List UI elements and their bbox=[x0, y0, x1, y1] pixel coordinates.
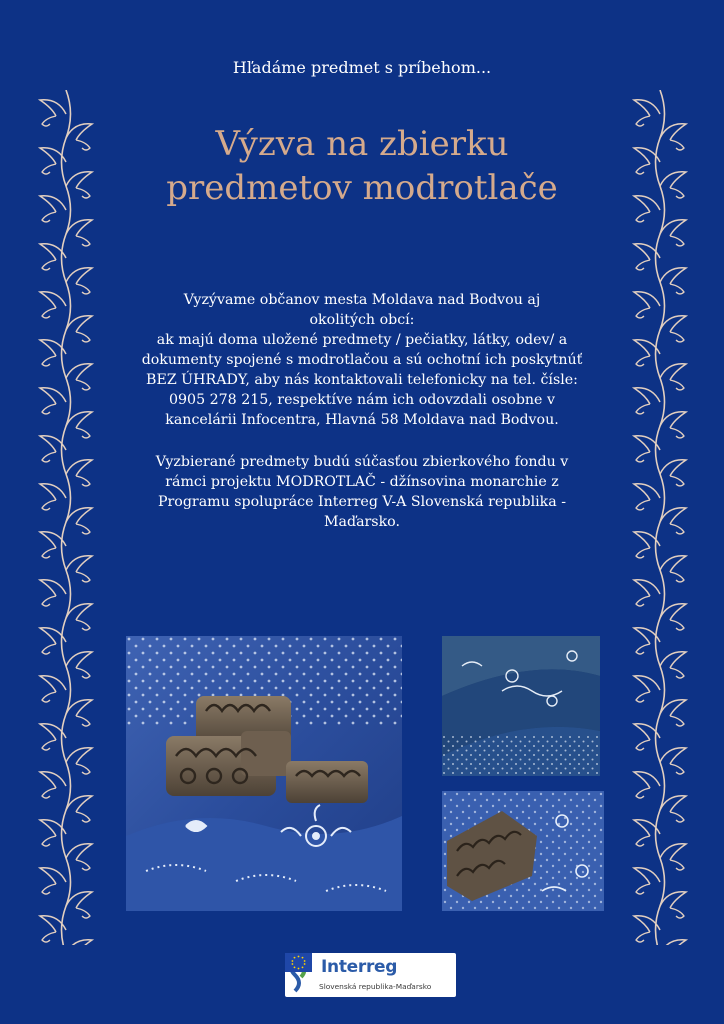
vine-leaf bbox=[66, 748, 92, 774]
vine-leaf bbox=[40, 388, 66, 414]
paragraph-1-line-6: 0905 278 215, respektíve nám ich odovzdali osobne v bbox=[169, 392, 555, 408]
paragraph-2-line-3: Programu spolupráce Interreg V-A Slovenská republika - bbox=[157, 494, 567, 510]
logo-subtitle: Slovenská republika-Maďarsko bbox=[319, 982, 432, 991]
vine-leaf bbox=[660, 748, 686, 774]
title-line-2: predmetov modrotlače bbox=[166, 168, 558, 208]
vine-leaf bbox=[660, 316, 686, 342]
vine-leaf bbox=[40, 676, 66, 702]
paragraph-1-line-7: kancelárii Infocentra, Hlavná 58 Moldava nad Bodvou. bbox=[165, 412, 559, 428]
vine-leaf bbox=[634, 196, 660, 222]
vine-leaf bbox=[66, 796, 92, 822]
paragraph-1-line-2: okolitých obcí: bbox=[309, 312, 415, 328]
paragraph-1-line-3: ak majú doma uložené predmety / pečiatky, látky, odev/ a bbox=[156, 332, 568, 348]
vine-leaf bbox=[634, 388, 660, 414]
vine-leaf bbox=[660, 124, 686, 150]
vine-leaf bbox=[634, 100, 660, 126]
tagline: Hľadáme predmet s príbehom... bbox=[232, 58, 492, 77]
page-title bbox=[110, 122, 614, 210]
paragraph-2-line-1: Vyzbierané predmety budú súčasťou zbierkového fondu v bbox=[155, 454, 569, 470]
photo-stamp-closeup bbox=[442, 791, 604, 911]
vine-leaf bbox=[634, 484, 660, 510]
vine-leaf bbox=[40, 868, 66, 894]
vine-leaf bbox=[660, 652, 686, 678]
title-line-1: Výzva na zbierku bbox=[215, 124, 509, 164]
vine-leaf bbox=[634, 292, 660, 318]
vine-leaf bbox=[66, 268, 92, 294]
vine-leaf bbox=[66, 940, 92, 945]
vine-leaf bbox=[660, 268, 686, 294]
photo-wooden-stamps bbox=[126, 636, 402, 911]
left-floral-vine-ornament bbox=[30, 90, 102, 945]
vine-leaf bbox=[66, 652, 92, 678]
vine-leaf bbox=[66, 316, 92, 342]
vine-leaf bbox=[634, 868, 660, 894]
vine-leaf bbox=[66, 124, 92, 150]
vine-leaf bbox=[40, 100, 66, 126]
vine-leaf bbox=[660, 940, 686, 945]
paragraph-2-line-2: rámci projektu MODROTLAČ - džínsovina monarchie z bbox=[165, 474, 559, 490]
vine-leaf bbox=[660, 508, 686, 534]
interreg-logo bbox=[285, 953, 456, 997]
vine-leaf bbox=[40, 484, 66, 510]
vine-leaf bbox=[660, 604, 686, 630]
paragraph-1-line-5: BEZ ÚHRADY, aby nás kontaktovali telefonicky na tel. čísle: bbox=[146, 372, 578, 388]
vine-leaf bbox=[660, 844, 686, 870]
vine-leaf bbox=[40, 196, 66, 222]
vine-leaf bbox=[660, 796, 686, 822]
paragraph-1-line-1: Vyzývame občanov mesta Moldava nad Bodvou aj bbox=[183, 292, 541, 308]
paragraph-1-line-4: dokumenty spojené s modrotlačou a sú ochotní ich poskytnúť bbox=[141, 352, 583, 368]
vine-leaf bbox=[66, 556, 92, 582]
photo-blueprint-fabrics bbox=[442, 636, 600, 776]
vine-leaf bbox=[660, 412, 686, 438]
vine-leaf bbox=[66, 700, 92, 726]
vine-leaf bbox=[66, 412, 92, 438]
vine-leaf bbox=[40, 292, 66, 318]
eu-flag-icon bbox=[285, 953, 312, 972]
vine-leaf bbox=[66, 364, 92, 390]
paragraph-2-line-4: Maďarsko. bbox=[324, 514, 400, 530]
vine-leaf bbox=[66, 844, 92, 870]
vine-leaf bbox=[660, 364, 686, 390]
vine-leaf bbox=[660, 700, 686, 726]
vine-leaf bbox=[634, 676, 660, 702]
right-floral-vine-ornament bbox=[624, 90, 696, 945]
vine-leaf bbox=[660, 460, 686, 486]
logo-wordmark: Interreg bbox=[321, 957, 398, 977]
vine-leaf bbox=[66, 508, 92, 534]
vine-leaf bbox=[634, 772, 660, 798]
vine-leaf bbox=[66, 172, 92, 198]
vine-leaf bbox=[660, 556, 686, 582]
vine-leaf bbox=[66, 604, 92, 630]
vine-leaf bbox=[660, 892, 686, 918]
vine-leaf bbox=[66, 460, 92, 486]
vine-leaf bbox=[40, 772, 66, 798]
vine-leaf bbox=[660, 172, 686, 198]
call-text bbox=[120, 290, 604, 532]
vine-leaf bbox=[66, 892, 92, 918]
vine-leaf bbox=[40, 580, 66, 606]
vine-leaf bbox=[660, 220, 686, 246]
vine-leaf bbox=[634, 580, 660, 606]
vine-leaf bbox=[66, 220, 92, 246]
